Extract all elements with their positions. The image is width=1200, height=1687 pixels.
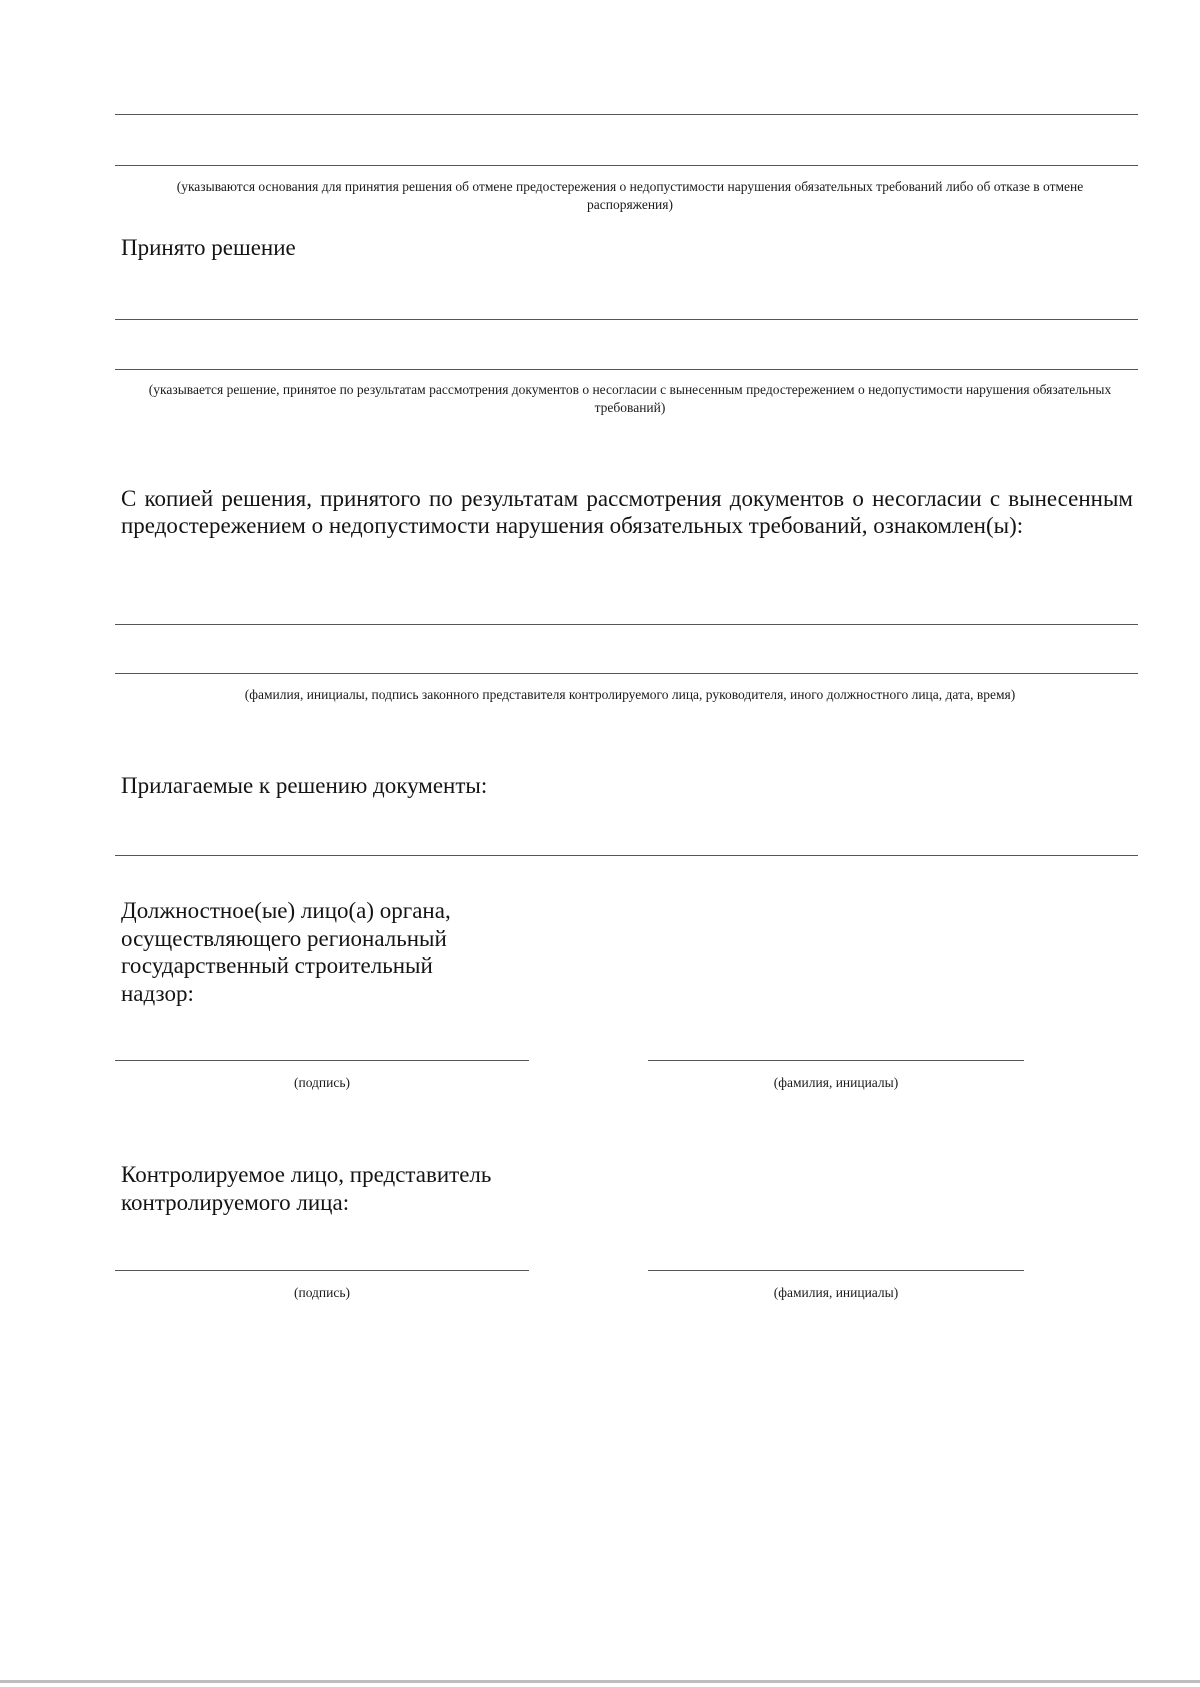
attachments-heading: Прилагаемые к решению документы: (121, 773, 488, 798)
controlled-label: Контролируемое лицо, представитель контролируемого лица: (121, 1162, 492, 1215)
acknowledgement-line-2 (115, 673, 1138, 674)
official-signature-line (115, 1060, 529, 1061)
acknowledgement-caption: (фамилия, инициалы, подпись законного представителя контролируемого лица, руководителя, иного должностного лица, дата, время) (244, 687, 1016, 702)
decision-caption: (указывается решение, принятое по результатам рассмотрения документов о несогласии с вынесенным предостережением о недопустимости нарушения обязательных требований) (148, 382, 1112, 415)
controlled-signature-line (115, 1270, 529, 1271)
grounds-line-2 (115, 165, 1138, 166)
acknowledgement-text: С копией решения, принятого по результатам рассмотрения документов о несогласии с вынесенным предостережением о недопустимости нарушения обязательных требований, ознакомлен(ы): (121, 486, 1133, 538)
official-name-caption: (фамилия, инициалы) (773, 1075, 899, 1090)
grounds-line-1 (115, 114, 1138, 115)
official-signature-caption: (подпись) (293, 1075, 351, 1090)
decision-line-2 (115, 369, 1138, 370)
decision-heading: Принято решение (121, 235, 296, 260)
grounds-caption: (указываются основания для принятия решения об отмене предостережения о недопустимости нарушения обязательных требований либо об отказе в отмене распоряжения) (176, 179, 1084, 212)
controlled-name-caption: (фамилия, инициалы) (773, 1285, 899, 1300)
official-name-line (648, 1060, 1024, 1061)
attachments-line (115, 855, 1138, 856)
acknowledgement-line-1 (115, 624, 1138, 625)
official-label: Должностное(ые) лицо(а) органа, осуществляющего региональный государственный строительный надзор: (121, 898, 451, 1006)
page-bottom-edge (0, 1680, 1200, 1683)
controlled-signature-caption: (подпись) (293, 1285, 351, 1300)
decision-line-1 (115, 319, 1138, 320)
controlled-name-line (648, 1270, 1024, 1271)
